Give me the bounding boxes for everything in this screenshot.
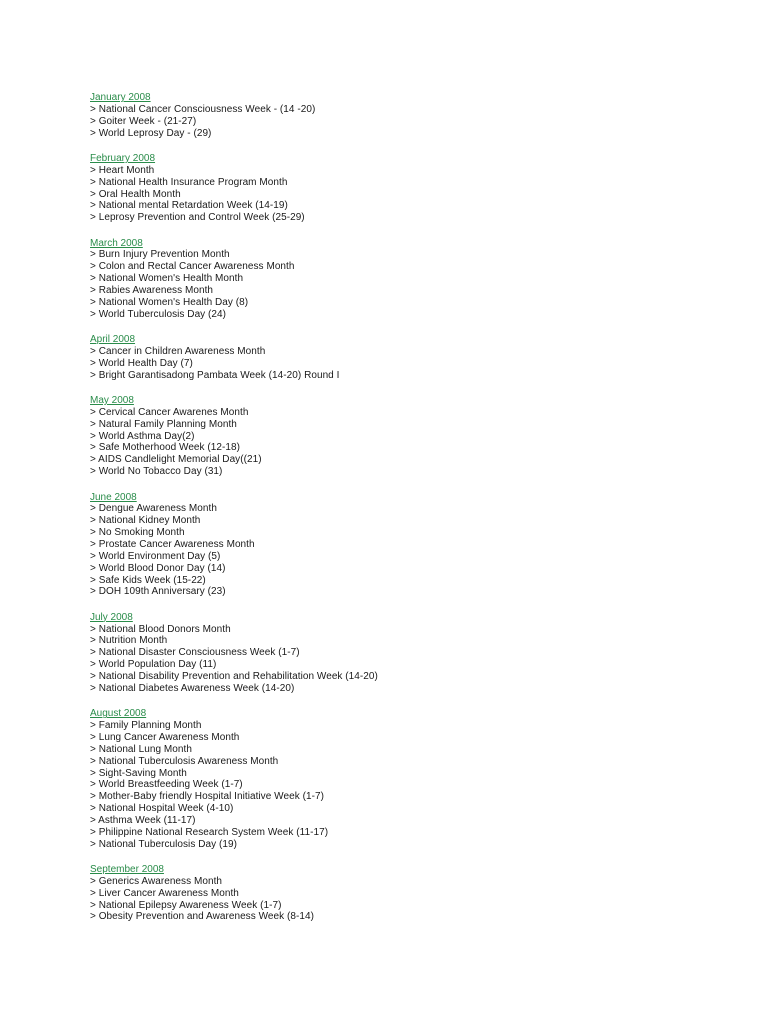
month-title-link[interactable]: August 2008 bbox=[90, 708, 147, 720]
event-item: > National Diabetes Awareness Week (14-20) bbox=[90, 682, 295, 694]
event-item: > Rabies Awareness Month bbox=[90, 285, 214, 296]
month-section-january bbox=[90, 92, 730, 139]
event-list bbox=[90, 104, 730, 140]
event-item: > National Lung Month bbox=[90, 743, 192, 755]
event-item: > Oral Health Month bbox=[90, 188, 181, 200]
event-list bbox=[90, 249, 730, 320]
month-section-march bbox=[90, 238, 730, 321]
month-section-april bbox=[90, 334, 730, 381]
event-list bbox=[90, 624, 730, 695]
event-item: > National Health Insurance Program Month bbox=[90, 176, 288, 188]
event-item: > No Smoking Month bbox=[90, 527, 185, 539]
event-item: > Lung Cancer Awareness Month bbox=[90, 731, 240, 743]
event-item: > National Epilepsy Awareness Week (1-7) bbox=[90, 899, 282, 911]
event-item: > Leprosy Prevention and Control Week (25-29) bbox=[90, 212, 305, 224]
month-title-link[interactable]: May 2008 bbox=[90, 395, 134, 407]
month-section-may bbox=[90, 395, 730, 478]
month-section-august bbox=[90, 708, 730, 850]
event-item: > World Population Day (11) bbox=[90, 659, 217, 671]
event-item: > World Environment Day (5) bbox=[90, 550, 221, 562]
event-item: > Heart Month bbox=[90, 164, 155, 176]
event-item: > National Tuberculosis Awareness Month bbox=[90, 755, 279, 767]
month-title-link[interactable]: September 2008 bbox=[90, 864, 164, 875]
event-item: > Philippine National Research System Week (11-17) bbox=[90, 826, 329, 838]
event-item: > National Women's Health Day (8) bbox=[90, 296, 249, 308]
event-item: > Colon and Rectal Cancer Awareness Month bbox=[90, 261, 295, 273]
event-item: > World Leprosy Day - (29) bbox=[90, 127, 212, 139]
event-item: > Bright Garantisadong Pambata Week (14-20) Round I bbox=[90, 369, 340, 381]
event-item: > Obesity Prevention and Awareness Week (8-14) bbox=[90, 911, 314, 923]
month-section-july bbox=[90, 612, 730, 695]
event-item: > Safe Motherhood Week (12-18) bbox=[90, 442, 241, 454]
event-item: > National Disability Prevention and Rehabilitation Week (14-20) bbox=[90, 671, 378, 682]
event-item: > World No Tobacco Day (31) bbox=[90, 466, 223, 478]
event-item: > National mental Retardation Week (14-19) bbox=[90, 200, 288, 212]
event-list bbox=[90, 876, 730, 923]
month-section-february bbox=[90, 153, 730, 224]
event-item: > Liver Cancer Awareness Month bbox=[90, 887, 239, 899]
event-item: > Natural Family Planning Month bbox=[90, 418, 237, 430]
event-item: > World Blood Donor Day (14) bbox=[90, 562, 226, 574]
month-title-link[interactable]: March 2008 bbox=[90, 237, 143, 249]
event-item: > Asthma Week (11-17) bbox=[90, 814, 196, 826]
event-list bbox=[90, 503, 730, 598]
month-title-link[interactable]: April 2008 bbox=[90, 334, 136, 346]
month-section-september bbox=[90, 864, 730, 923]
event-list bbox=[90, 720, 730, 850]
event-item: > National Hospital Week (4-10) bbox=[90, 803, 234, 815]
event-item: > Generics Awareness Month bbox=[90, 875, 223, 887]
event-item: > National Tuberculosis Day (19) bbox=[90, 838, 237, 850]
event-item: > National Kidney Month bbox=[90, 515, 201, 527]
month-title-link[interactable]: February 2008 bbox=[90, 152, 156, 164]
health-calendar-document bbox=[90, 92, 730, 937]
event-item: > National Women's Health Month bbox=[90, 273, 244, 285]
event-item: > DOH 109th Anniversary (23) bbox=[90, 586, 226, 598]
event-item: > AIDS Candlelight Memorial Day((21) bbox=[90, 454, 262, 466]
event-item: > Goiter Week - (21-27) bbox=[90, 115, 197, 127]
event-item: > Dengue Awareness Month bbox=[90, 503, 217, 515]
event-item: > Safe Kids Week (15-22) bbox=[90, 574, 206, 586]
event-item: > Burn Injury Prevention Month bbox=[90, 249, 230, 261]
event-item: > Cancer in Children Awareness Month bbox=[90, 345, 266, 357]
event-item: > Sight-Saving Month bbox=[90, 767, 187, 779]
event-item: > Prostate Cancer Awareness Month bbox=[90, 538, 255, 550]
event-item: > National Disaster Consciousness Week (1-7) bbox=[90, 647, 300, 659]
event-item: > World Asthma Day(2) bbox=[90, 430, 195, 442]
event-item: > Cervical Cancer Awarenes Month bbox=[90, 406, 249, 418]
event-list bbox=[90, 165, 730, 224]
event-list bbox=[90, 346, 730, 382]
month-title-link[interactable]: January 2008 bbox=[90, 92, 151, 103]
month-title-link[interactable]: June 2008 bbox=[90, 491, 137, 503]
event-item: > World Health Day (7) bbox=[90, 357, 193, 369]
event-item: > National Cancer Consciousness Week - (14 -20) bbox=[90, 103, 316, 115]
month-title-link[interactable]: July 2008 bbox=[90, 611, 133, 623]
event-item: > National Blood Donors Month bbox=[90, 623, 231, 635]
month-section-june bbox=[90, 492, 730, 599]
event-item: > Family Planning Month bbox=[90, 720, 202, 732]
event-list bbox=[90, 407, 730, 478]
event-item: > World Tuberculosis Day (24) bbox=[90, 308, 227, 320]
event-item: > Nutrition Month bbox=[90, 635, 168, 647]
event-item: > Mother-Baby friendly Hospital Initiative Week (1-7) bbox=[90, 791, 324, 803]
event-item: > World Breastfeeding Week (1-7) bbox=[90, 779, 243, 791]
